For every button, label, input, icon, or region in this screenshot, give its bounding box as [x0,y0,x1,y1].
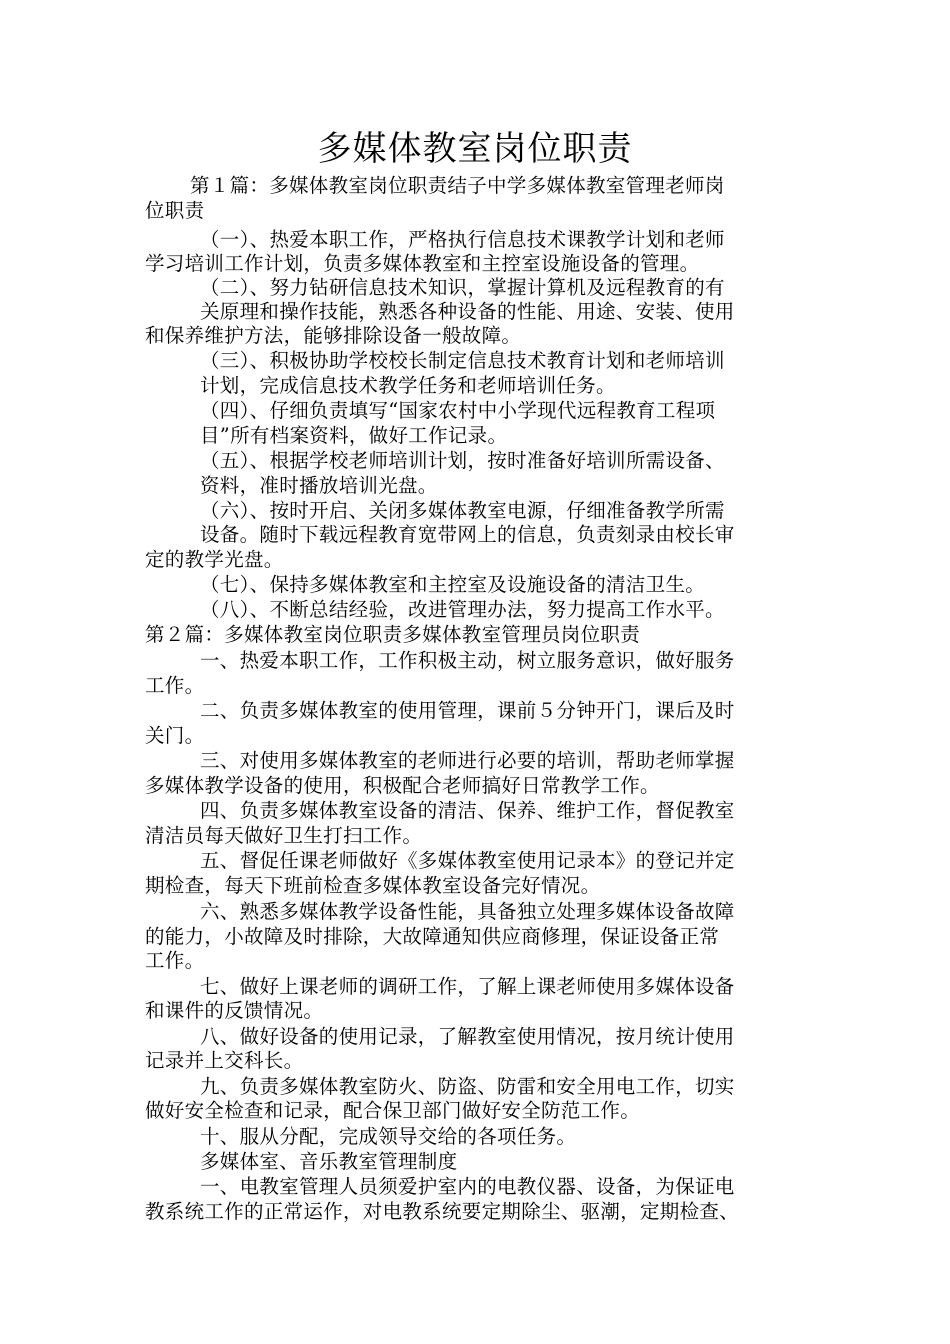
text-line: 第２篇：多媒体教室岗位职责多媒体教室管理员岗位职责 [145,623,641,646]
text-line: （七）、保持多媒体教室和主控室及设施设备的清洁卫生。 [200,573,706,596]
text-line: （一）、热爱本职工作，严格执行信息技术课教学计划和老师 [200,228,725,251]
text-line: 一、热爱本职工作，工作积极主动，树立服务意识，做好服务 [200,649,735,672]
text-line: 第１篇：多媒体教室岗位职责结子中学多媒体教室管理老师岗 [190,174,725,197]
text-line: 学习培训工作计划，负责多媒体教室和主控室设施设备的管理。 [145,252,700,275]
text-line: 和课件的反馈情况。 [145,999,324,1022]
text-line: 十、服从分配，完成领导交给的各项任务。 [200,1125,577,1148]
text-line: 计划，完成信息技术教学任务和老师培训任务。 [200,374,616,397]
text-line: 五、督促任课老师做好《多媒体教室使用记录本》的登记并定 [200,849,735,872]
document-title: 多媒体教室岗位职责 [317,129,633,169]
text-line: 六、熟悉多媒体教学设备性能，具备独立处理多媒体设备故障 [200,900,735,923]
text-line: 一、电教室管理人员须爱护室内的电教仪器、设备，为保证电 [200,1175,735,1198]
text-line: 工作。 [145,674,205,697]
text-line: 二、负责多媒体教室的使用管理，课前５分钟开门，课后及时 [200,699,735,722]
text-line: 四、负责多媒体教室设备的清洁、保养、维护工作，督促教室 [200,799,735,822]
text-line: 做好安全检查和记录，配合保卫部门做好安全防范工作。 [145,1099,641,1122]
text-line: 九、负责多媒体教室防火、防盗、防雷和安全用电工作，切实 [200,1075,735,1098]
text-line: 七、做好上课老师的调研工作，了解上课老师使用多媒体设备 [200,975,735,998]
text-line: （八）、不断总结经验，改进管理办法，努力提高工作水平。 [200,598,725,621]
text-line: 记录并上交科长。 [145,1049,304,1072]
text-line: 设备。随时下载远程教育宽带网上的信息，负责刻录由校长审 [200,523,735,546]
text-line: 期检查，每天下班前检查多媒体教室设备完好情况。 [145,874,601,897]
text-line: （四）、仔细负责填写“国家农村中小学现代远程教育工程项 [200,399,716,422]
text-line: （二）、努力钻研信息技术知识，掌握计算机及远程教育的有 [200,276,725,299]
text-line: 教系统工作的正常运作，对电教系统要定期除尘、驱潮，定期检查、 [145,1200,740,1223]
text-line: 目”所有档案资料，做好工作记录。 [200,424,508,447]
text-line: 关门。 [145,724,205,747]
text-line: （五）、根据学校老师培训计划，按时准备好培训所需设备、 [200,449,725,472]
text-line: 三、对使用多媒体教室的老师进行必要的培训，帮助老师掌握 [200,749,735,772]
text-line: （六）、按时开启、关闭多媒体教室电源，仔细准备教学所需 [200,499,725,522]
text-line: 关原理和操作技能，熟悉各种设备的性能、用途、安装、使用 [200,300,735,323]
text-line: 的能力，小故障及时排除，大故障通知供应商修理，保证设备正常 [145,925,720,948]
text-line: 位职责 [145,199,205,222]
text-line: 多媒体教学设备的使用，积极配合老师搞好日常教学工作。 [145,774,660,797]
text-line: 工作。 [145,949,205,972]
text-line: 多媒体室、音乐教室管理制度 [200,1150,458,1173]
text-line: 八、做好设备的使用记录，了解教室使用情况，按月统计使用 [200,1025,735,1048]
text-line: 定的教学光盘。 [145,548,284,571]
text-line: 资料，准时播放培训光盘。 [200,474,438,497]
text-line: 和保养维护方法，能够排除设备一般故障。 [145,324,522,347]
text-line: （三）、积极协助学校校长制定信息技术教育计划和老师培训 [200,349,725,372]
text-line: 清洁员每天做好卫生打扫工作。 [145,824,423,847]
